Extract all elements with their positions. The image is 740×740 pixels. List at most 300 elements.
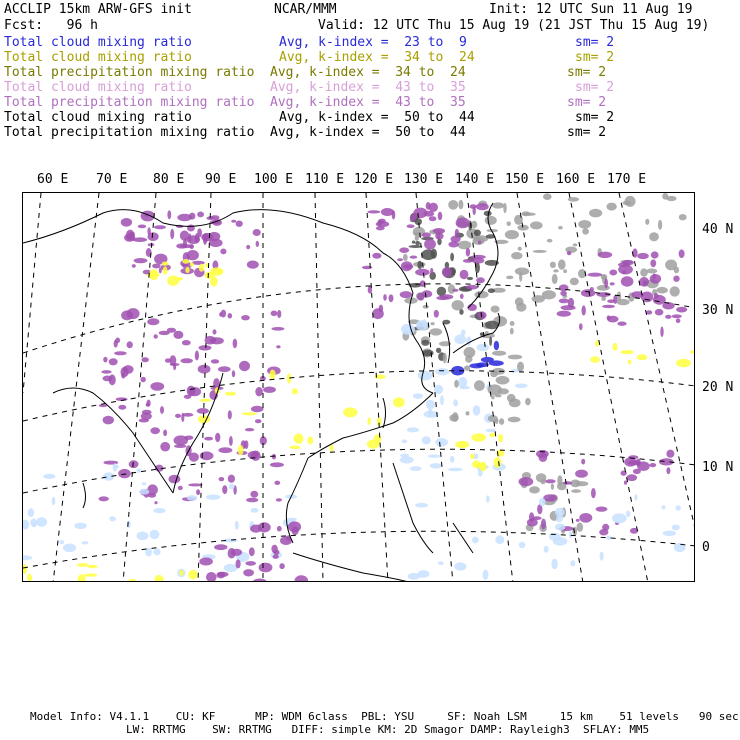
cloud-blob [197,408,209,414]
cloud-blob [494,457,502,468]
cloud-blob [199,558,213,566]
cloud-blob [423,319,426,328]
cloud-blob [146,403,150,407]
cloud-blob [666,450,674,458]
lat-label: 30 N [702,303,734,318]
cloud-blob [459,309,463,315]
cloud-blob [185,267,189,273]
cloud-blob [137,469,142,473]
forecast-map [23,193,695,582]
cloud-blob [246,498,258,503]
cloud-blob [36,517,47,526]
cloud-blob [536,450,549,458]
forecast-hour: Fcst: 96 h [4,18,98,33]
cloud-blob [492,202,504,208]
cloud-blob [476,277,485,283]
parallel-0 [23,531,695,568]
cloud-blob [485,216,497,225]
cloud-blob [486,495,490,503]
cloud-blob [551,559,557,570]
field-avg: Avg, k-index = 43 to 35 [270,95,466,110]
cloud-blob [141,377,146,383]
cloud-blob [251,406,264,412]
cloud-blob [606,203,616,211]
cloud-blob [169,475,181,484]
cloud-blob [415,503,428,508]
cloud-blob [617,322,626,326]
cloud-blob [488,288,495,293]
cloud-blob [466,411,470,415]
cloud-blob [565,247,577,253]
cloud-blob [676,318,681,323]
cloud-blob [455,441,469,449]
cloud-blob [241,315,250,320]
cloud-blob [429,203,438,212]
cloud-blob [569,531,572,539]
cloud-blob [676,359,691,368]
cloud-blob [655,309,664,316]
cloud-blob [607,315,611,320]
cloud-blob [492,351,506,356]
cloud-blob [477,311,486,319]
cloud-blob [270,370,276,380]
field-sm: sm= 2 [575,50,615,65]
cloud-blob [431,249,437,259]
field-sm: sm= 2 [575,35,615,50]
cloud-blob [367,210,380,213]
cloud-blob [438,212,443,221]
cloud-blob [460,294,464,299]
cloud-blob [160,442,170,452]
cloud-blob [518,247,522,251]
lon-label: 120 E [354,172,394,187]
cloud-blob [591,488,596,498]
cloud-blob [435,368,449,375]
cloud-blob [139,489,149,495]
cloud-blob [188,570,197,580]
cloud-blob [634,494,637,500]
cloud-blob [656,287,668,294]
cloud-blob [175,414,181,418]
cloud-blob [563,481,572,485]
cloud-blob [448,241,459,247]
cloud-blob [225,392,236,396]
cloud-blob [610,282,615,285]
cloud-blob [511,252,522,259]
cloud-blob [590,356,600,363]
cloud-blob [199,345,212,350]
cloud-blob [552,274,558,284]
cloud-blob [253,579,266,583]
lat-label: 10 N [702,460,734,475]
cloud-blob [589,209,602,218]
field-avg: Avg, k-index = 43 to 35 [270,80,466,95]
cloud-blob [640,268,648,276]
field-name: Total precipitation mixing ratio [4,125,255,140]
cloud-blob [581,289,595,297]
cloud-blob [612,513,627,523]
field-name: Total cloud mixing ratio [4,35,192,50]
cloud-blob [454,334,466,344]
cloud-blob [560,291,567,296]
cloud-blob [232,370,235,377]
cloud-blob [255,387,263,396]
cloud-blob [417,293,424,301]
cloud-blob [658,220,662,230]
cloud-blob [558,226,563,229]
cloud-blob [368,417,371,425]
cloud-blob [470,454,474,459]
cloud-blob [532,295,545,303]
cloud-blob [188,483,203,486]
cloud-blob [213,338,216,343]
cloud-blob [259,563,273,573]
cloud-blob [443,353,447,364]
cloud-blob [646,310,652,314]
cloud-blob [448,468,463,471]
cloud-blob [23,564,27,574]
cloud-blob [217,572,228,577]
cloud-blob [454,562,466,570]
lat-label: 40 N [702,222,734,237]
cloud-blob [154,501,157,504]
cloud-blob [628,360,632,365]
cloud-blob [178,486,183,490]
cloud-blob [142,357,149,362]
cloud-blob [459,386,470,389]
cloud-blob [578,220,591,229]
cloud-blob [228,410,232,419]
cloud-blob [162,262,169,266]
cloud-blob [515,384,528,389]
cloud-blob [541,519,546,530]
cloud-blob [121,218,132,227]
cloud-blob [211,359,219,363]
cloud-blob [288,521,301,532]
cloud-blob [383,294,387,301]
cloud-blob [307,437,313,445]
cloud-blob [494,341,499,350]
cloud-blob [510,328,514,335]
model-info: Model Info: V4.1.1 CU: KF MP: WDM 6class PBL: YSU SF: Noah LSM 15 km 51 levels 90 sec [30,710,739,723]
cloud-blob [295,575,309,582]
cloud-blob [197,212,204,218]
cloud-blob [163,430,167,437]
cloud-blob [150,427,160,434]
cloud-blob [452,289,458,292]
cloud-blob [256,241,259,247]
lon-label: 80 E [153,172,185,187]
cloud-blob [228,475,235,483]
cloud-blob [516,303,526,312]
cloud-blob [479,462,487,471]
cloud-blob [670,286,680,296]
physics-info: LW: RRTMG SW: RRTMG DIFF: simple KM: 2D Smagor DAMP: Rayleigh3 SFLAY: MM5 [126,723,650,736]
org-label: NCAR/MMM [274,2,337,17]
cloud-blob [568,197,579,202]
cloud-blob [412,241,415,244]
cloud-blob [220,249,226,255]
cloud-blob [665,315,671,319]
cloud-blob [471,433,486,441]
cloud-blob [101,370,111,374]
field-sm: sm= 2 [567,65,607,80]
cloud-blob [245,561,256,566]
cloud-blob [454,380,459,388]
cloud-blob [203,234,207,245]
cloud-blob [150,382,164,391]
cloud-blob [485,429,495,432]
cloud-blob [127,341,133,348]
cloud-blob [467,277,473,280]
cloud-blob [525,398,531,405]
cloud-blob [229,436,233,446]
cloud-blob [99,404,108,407]
cloud-blob [555,508,565,517]
cloud-blob [442,267,452,277]
field-sm: sm= 2 [575,110,615,125]
cloud-blob [440,395,444,405]
field-name: Total precipitation mixing ratio [4,95,255,110]
cloud-blob [515,268,529,276]
cloud-blob [582,305,586,315]
cloud-blob [138,225,146,229]
init-time: Init: 12 UTC Sun 11 Aug 19 [489,2,693,17]
cloud-blob [137,532,149,541]
field-avg: Avg, k-index = 50 to 44 [279,110,475,125]
cloud-blob [142,482,147,485]
cloud-blob [206,572,217,582]
cloud-blob [273,555,279,559]
lat-label: 20 N [702,380,734,395]
lon-label: 70 E [96,172,128,187]
model-title: ACCLIP 15km ARW-GFS init [4,2,192,17]
cloud-blob [422,436,431,444]
cloud-blob [474,380,485,391]
cloud-blob [393,397,405,407]
cloud-blob [431,322,435,325]
cloud-blob [613,343,618,351]
cloud-blob [255,419,262,423]
cloud-blob [63,544,76,553]
cloud-blob [521,211,530,216]
cloud-blob [430,268,433,274]
cloud-blob [423,305,429,309]
cloud-blob [187,225,195,232]
cloud-blob [505,230,519,239]
cloud-blob [613,295,617,304]
cloud-blob [456,218,470,229]
cloud-blob [476,344,489,351]
cloud-blob [438,561,444,565]
cloud-blob [570,278,579,286]
cloud-blob [43,474,55,479]
cloud-blob [204,272,213,279]
cloud-blob [653,273,656,278]
cloud-blob [181,358,193,363]
cloud-blob [530,221,543,229]
cloud-blob [27,574,32,582]
field-name: Total cloud mixing ratio [4,50,192,65]
lon-label: 150 E [505,172,545,187]
field-avg: Avg, k-index = 50 to 44 [270,125,466,140]
cloud-blob [224,564,238,572]
cloud-blob [519,477,534,486]
cloud-blob [401,261,413,271]
cloud-blob [99,496,109,501]
taiwan [383,398,386,428]
cloud-blob [182,340,191,345]
cloud-blob [399,247,409,253]
cloud-blob [59,540,64,544]
cloud-blob [403,254,408,261]
cloud-blob [147,318,159,325]
cloud-blob [449,414,458,421]
cloud-blob [519,542,526,548]
cloud-blob [219,477,225,481]
cloud-blob [532,516,542,520]
cloud-blob [167,210,171,219]
cloud-blob [646,269,657,274]
cloud-blob [154,334,158,338]
cloud-blob [637,461,650,471]
cloud-blob [474,230,481,237]
cloud-blob [463,259,473,263]
cloud-blob [195,351,199,361]
cloud-blob [599,529,608,535]
cloud-blob [637,354,648,360]
cloud-blob [190,262,194,266]
cloud-blob [289,446,300,450]
cloud-blob [179,570,183,576]
cloud-blob [543,193,552,200]
cloud-blob [400,456,414,463]
cloud-blob [376,221,389,227]
cloud-blob [247,261,259,269]
cloud-blob [596,507,608,512]
cloud-blob [407,427,419,432]
cloud-blob [175,277,183,281]
field-name: Total precipitation mixing ratio [4,65,255,80]
cloud-blob [429,216,437,221]
cloud-blob [604,278,608,288]
cloud-blob [218,366,231,372]
cloud-blob [676,307,687,313]
cloud-blob [128,579,137,582]
cloud-blob [277,310,281,318]
cloud-blob [595,340,599,346]
cloud-blob [402,439,407,443]
cloud-blob [246,245,250,249]
cloud-blob [413,208,427,219]
cloud-blob [450,253,454,261]
cloud-blob [625,196,636,207]
cloud-blob [200,399,211,402]
cloud-blob [82,541,89,544]
cloud-blob [263,387,276,393]
cloud-blob [132,264,136,268]
cloud-blob [367,440,380,449]
cloud-blob [428,455,441,458]
field-avg: Avg, k-index = 34 to 24 [279,50,475,65]
cloud-blob [575,470,588,478]
cloud-blob [198,365,211,374]
lon-label: 60 E [37,172,69,187]
cloud-blob [567,251,572,255]
cloud-blob [400,454,409,457]
cloud-blob [170,363,180,366]
cloud-blob [660,327,663,338]
cloud-blob [621,276,634,286]
cloud-blob [288,518,297,521]
cloud-blob [429,328,442,335]
cloud-blob [410,466,422,471]
cloud-blob [148,243,155,246]
cloud-blob [231,549,242,556]
cloud-blob [245,428,254,431]
cloud-blob [466,285,478,290]
cloud-blob [182,259,189,264]
cloud-blob [455,229,459,238]
cloud-blob [249,547,255,556]
cloud-blob [114,340,118,348]
cloud-blob [270,462,284,467]
cloud-blob [103,376,113,382]
cloud-blob [476,203,489,210]
cloud-blob [155,575,164,582]
cloud-blob [149,269,159,280]
cloud-blob [228,313,233,319]
lon-label: 160 E [556,172,596,187]
cloud-blob [253,229,261,236]
cloud-blob [627,474,638,481]
cloud-blob [472,537,479,544]
cloud-blob [491,395,494,399]
lon-label: 100 E [254,172,294,187]
cloud-blob [174,444,186,448]
lat-label: 0 [702,540,710,555]
cloud-blob [77,563,89,567]
cloud-blob [570,560,575,566]
cloud-blob [435,438,448,447]
cloud-blob [113,463,117,471]
cloud-blob [292,388,298,394]
cloud-blob [221,310,226,318]
philippines [393,463,433,553]
cloud-blob [690,350,695,353]
cloud-blob [465,355,472,363]
cloud-blob [452,300,464,310]
cloud-blob [123,365,134,374]
cloud-blob [626,511,630,518]
cloud-blob [109,358,118,365]
cloud-blob [472,258,485,264]
cloud-blob [410,256,418,259]
map-panel [22,192,695,582]
cloud-blob [679,214,687,220]
cloud-blob [489,336,492,346]
cloud-blob [184,436,193,440]
cloud-blob [199,264,205,272]
cloud-blob [129,460,139,468]
cloud-blob [506,276,513,280]
cloud-blob [277,526,282,532]
cloud-blob [182,413,193,417]
cloud-blob [598,252,613,258]
cloud-blob [409,245,423,248]
cloud-blob [180,244,194,248]
cloud-blob [417,261,422,269]
